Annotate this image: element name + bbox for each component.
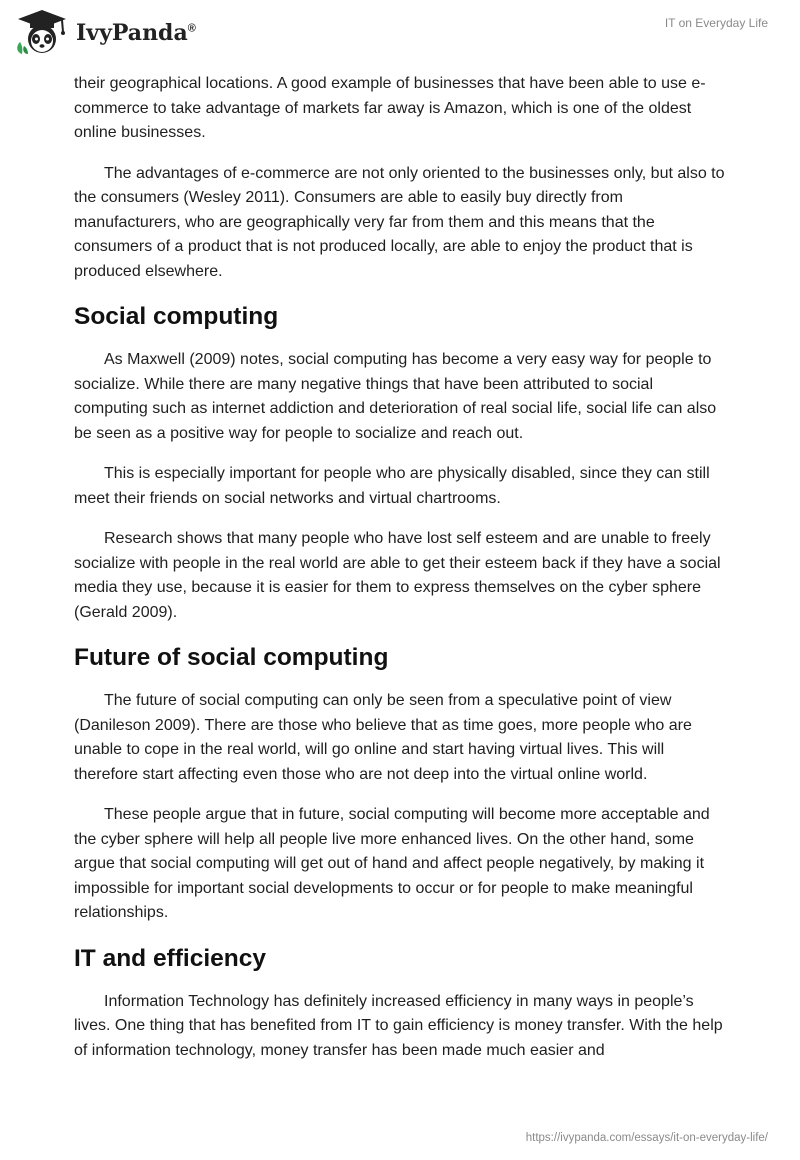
heading-future-social-computing: Future of social computing	[74, 644, 389, 671]
essay-body	[74, 72, 730, 1079]
paragraph-future: The future of social computing can only be seen from a speculative point of view (Danileson 2009). There are those who believe that as time goes, more people who are unable to cope in the real world, will go online and start having virtual lives. This will therefore start affecting even those who are not deep into the virtual online world.	[74, 692, 692, 783]
paragraph-research: Research shows that many people who have lost self esteem and are unable to freely socialize with people in the real world are able to get their esteem back if they have a social media they use, because it is easier for them to express themselves on the cyber sphere (Gerald 2009).	[74, 530, 721, 621]
paragraph-maxwell: As Maxwell (2009) notes, social computing has become a very easy way for people to socialize. While there are many negative things that have been attributed to social computing such as internet addiction and deterioration of real social life, social life can also be seen as a positive way for people to socialize and reach out.	[74, 351, 717, 442]
paragraph-continued: their geographical locations. A good example of businesses that have been able to use e-commerce to take advantage of markets far away is Amazon, which is one of the oldest online businesses.	[74, 75, 706, 141]
paragraph-ecommerce-consumers: The advantages of e-commerce are not only oriented to the businesses only, but also to the consumers (Wesley 2011). Consumers are able to easily buy directly from manufacturers, who are geographically very far from them and this means that the consumers of a product that is not produced locally, are able to enjoy the product that is produced elsewhere.	[74, 164, 725, 280]
panda-graduate-icon	[14, 8, 70, 56]
paragraph-argue: These people argue that in future, social computing will become more acceptable and the cyber sphere will help all people live more enhanced lives. On the other hand, some argue that social computing will get out of hand and affect people negatively, by making it impossible for important social developments to occur or for people to make meaningful relationships.	[74, 806, 710, 921]
paragraph-disabled: This is especially important for people who are physically disabled, since they can still meet their friends on social networks and virtual chartrooms.	[74, 465, 710, 507]
document-title: IT on Everyday Life	[664, 16, 768, 30]
ivypanda-logo[interactable]	[14, 8, 196, 56]
heading-social-computing: Social computing	[74, 303, 279, 330]
page-header	[0, 0, 800, 70]
source-url[interactable]: https://ivypanda.com/essays/it-on-everyday-life/	[525, 1132, 768, 1144]
logo-wordmark: IvyPanda®	[76, 20, 196, 46]
paragraph-efficiency: Information Technology has definitely increased efficiency in many ways in people’s lives. One thing that has benefited from IT to gain efficiency is money transfer. With the help of information technology, money transfer has been made much easier and	[74, 992, 723, 1059]
heading-it-efficiency: IT and efficiency	[74, 944, 266, 972]
